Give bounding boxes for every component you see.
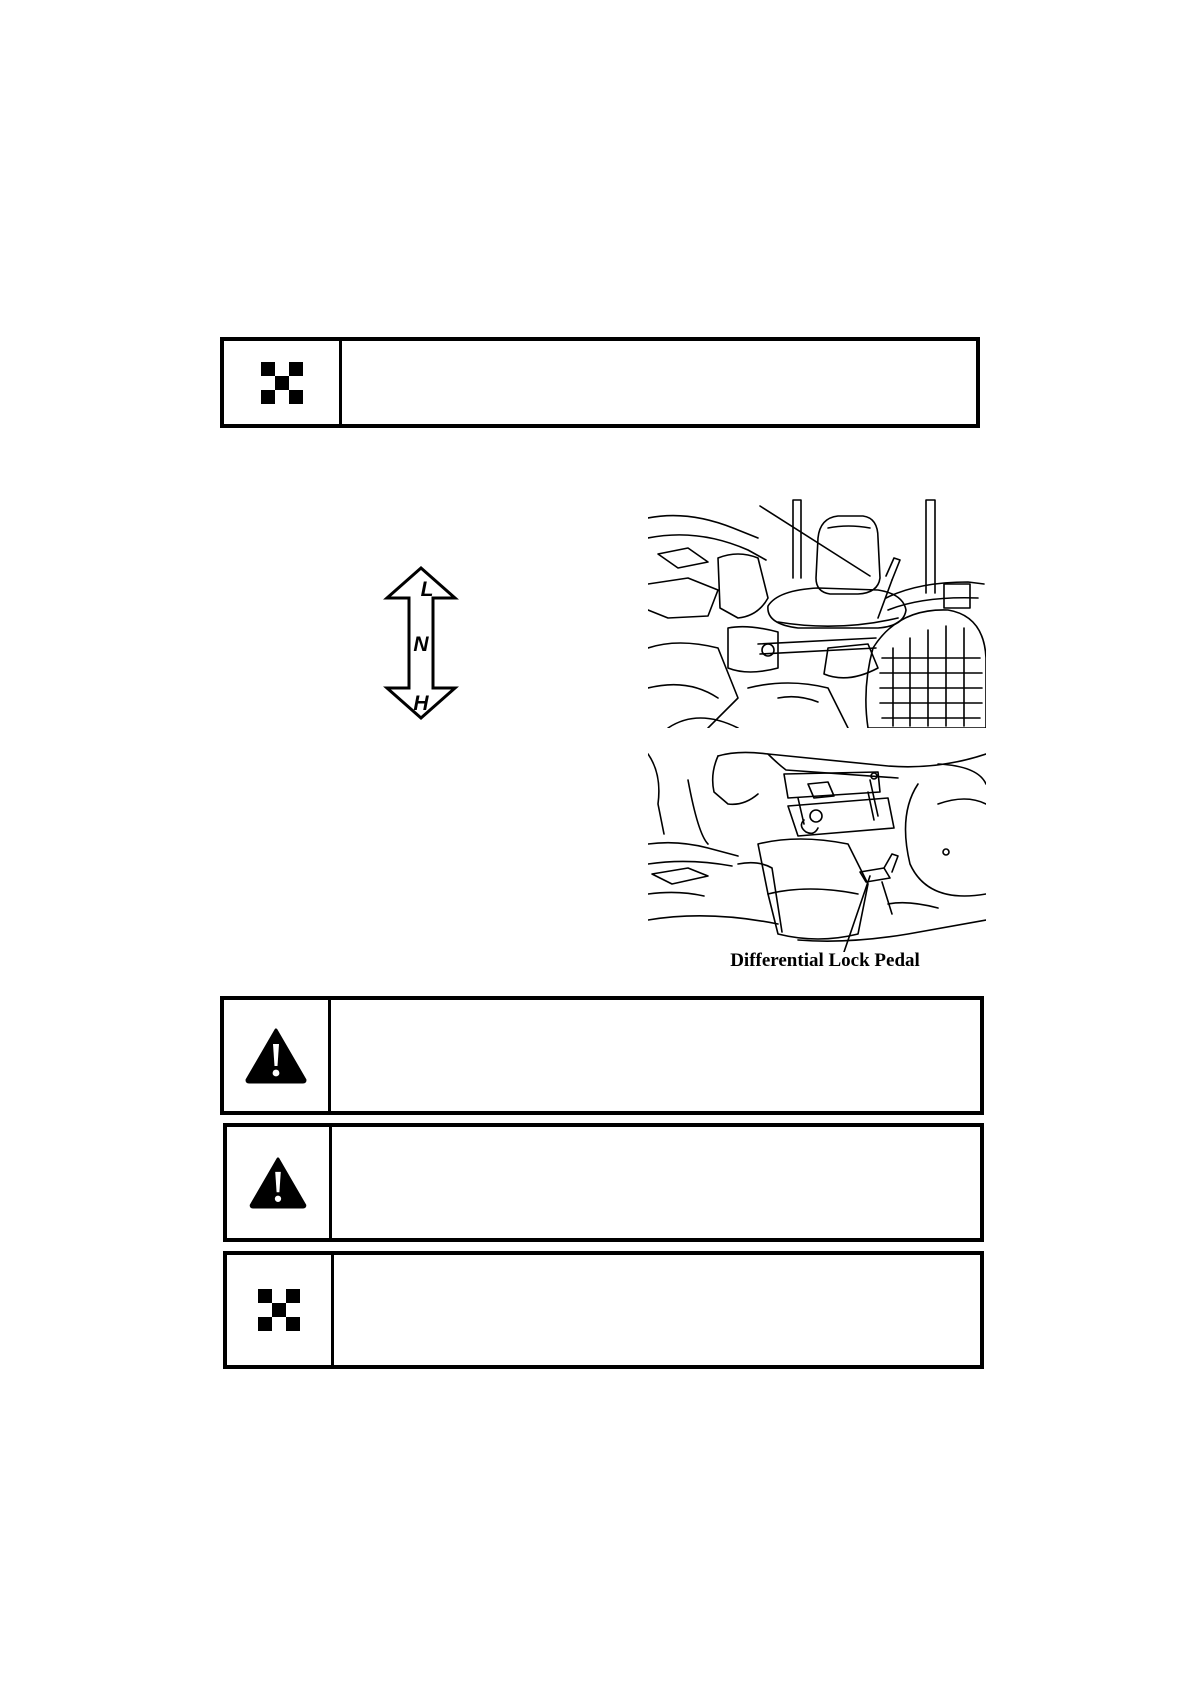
note-text-area bbox=[342, 341, 976, 424]
note-icon-cell bbox=[224, 341, 342, 424]
warning-icon-cell bbox=[227, 1127, 332, 1238]
warning-icon bbox=[249, 1157, 307, 1209]
tractor-floor-illustration bbox=[648, 744, 986, 952]
note-box bbox=[223, 1251, 984, 1369]
tractor-seat-illustration bbox=[648, 498, 986, 728]
warning-icon-cell bbox=[224, 1000, 331, 1111]
lever-position-l: L bbox=[420, 578, 434, 601]
warning-text-area bbox=[331, 1000, 980, 1111]
note-icon bbox=[261, 362, 303, 404]
warning-box bbox=[223, 1123, 984, 1242]
warning-text-area bbox=[332, 1127, 980, 1238]
warning-box bbox=[220, 996, 984, 1115]
range-lever-diagram bbox=[383, 566, 459, 720]
warning-icon bbox=[245, 1028, 307, 1084]
note-icon-cell bbox=[227, 1255, 334, 1365]
note-icon bbox=[258, 1289, 300, 1331]
figure-caption: Differential Lock Pedal bbox=[730, 950, 920, 971]
lever-position-h: H bbox=[413, 692, 429, 715]
double-arrow-icon bbox=[383, 566, 459, 720]
note-text-area bbox=[334, 1255, 980, 1365]
lever-position-n: N bbox=[413, 633, 429, 656]
note-box bbox=[220, 337, 980, 428]
